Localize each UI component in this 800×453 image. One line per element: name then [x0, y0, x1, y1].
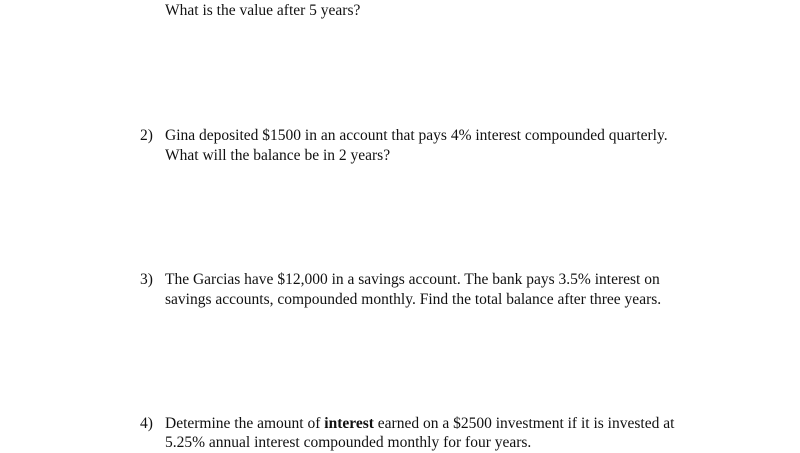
problem-3-number: 3) [140, 271, 153, 288]
interest-emphasis: interest [324, 415, 374, 432]
problem-4-number: 4) [140, 415, 153, 432]
problem-4-line-1-text-b: earned on a $2500 investment if it is invested at [373, 415, 675, 432]
problem-2-line-1: Gina deposited $1500 in an account that pays 4% interest compounded quarterly. [165, 127, 668, 144]
problem-4-line-2: 5.25% annual interest compounded monthly for four years. [165, 434, 532, 451]
problem-2-line-2: What will the balance be in 2 years? [165, 147, 391, 164]
problem-4-line-1-text-a: Determine the amount of [165, 415, 325, 432]
problem-4-line-1 [165, 414, 674, 434]
problem-3-line-2: savings accounts, compounded monthly. Find the total balance after three years. [165, 291, 662, 308]
problem-3-line-1: The Garcias have $12,000 in a savings account. The bank pays 3.5% interest on [165, 271, 660, 288]
problem-1-line-2: What is the value after 5 years? [165, 2, 361, 19]
problem-2-number: 2) [140, 127, 153, 144]
